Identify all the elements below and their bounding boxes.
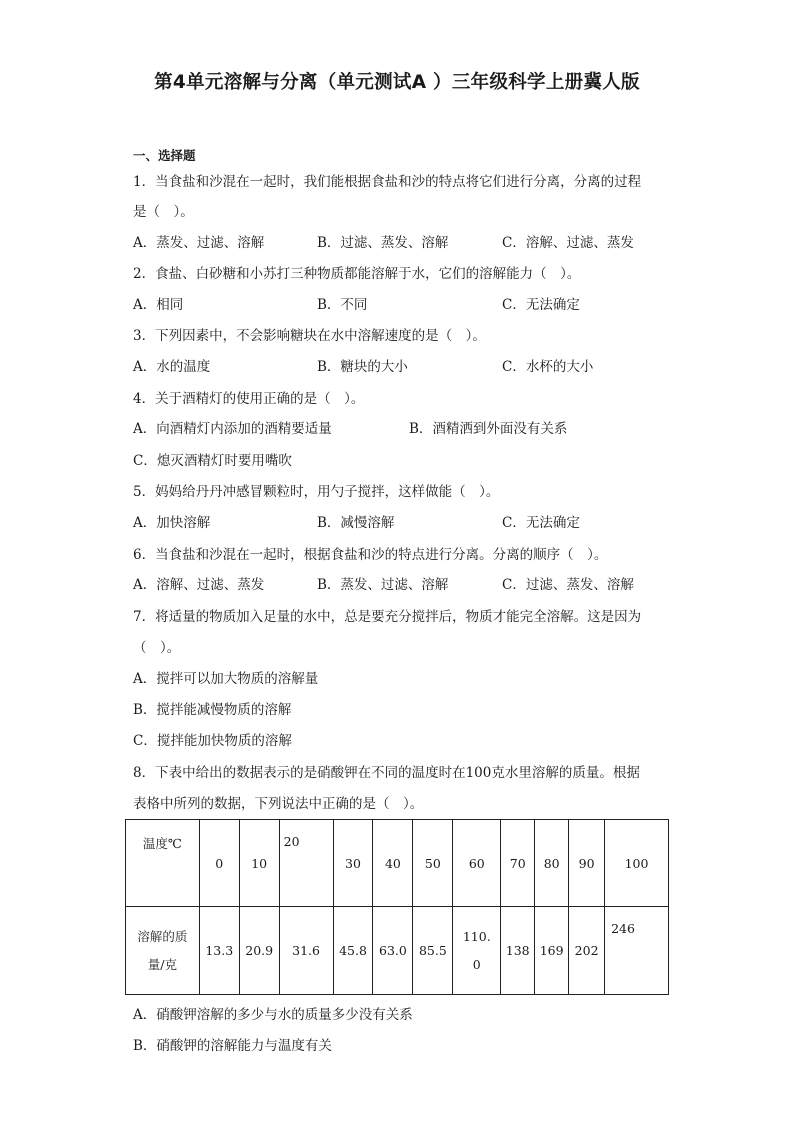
question-2-option-b: B．不同 (317, 297, 368, 313)
question-7-option-c: C．搅拌能加快物质的溶解 (133, 733, 292, 749)
question-5-option-a: A．加快溶解 (133, 515, 211, 531)
table-cell-mass: 45.8 (333, 907, 373, 995)
table-cell-mass: 138 (501, 907, 535, 995)
question-1-option-b: B．过滤、蒸发、溶解 (317, 235, 449, 251)
table-cell-mass: 20.9 (239, 907, 279, 995)
table-cell-temp: 40 (373, 820, 413, 907)
question-3-option-c: C．水杯的大小 (502, 359, 594, 375)
question-8-option-b: B．硝酸钾的溶解能力与温度有关 (133, 1038, 332, 1054)
table-cell-mass: 13.3 (199, 907, 239, 995)
question-1-text-cont: 是（ ）。 (133, 204, 194, 220)
table-header-mass-line1: 溶解的质 (137, 928, 188, 944)
question-3-text: 3．下列因素中，不会影响糖块在水中溶解速度的是（ ）。 (133, 328, 486, 344)
table-cell-temp: 60 (453, 820, 501, 907)
table-row-temperature (126, 820, 669, 907)
table-cell-mass: 246 (605, 907, 669, 995)
question-4-option-a: A．向酒精灯内添加的酒精要适量 (133, 421, 332, 437)
solubility-table (125, 819, 669, 995)
table-cell-mass: 31.6 (279, 907, 333, 995)
table-cell-mass-60-line2: 0 (472, 956, 481, 972)
question-3-option-b: B．糖块的大小 (317, 359, 408, 375)
question-3-option-a: A．水的温度 (133, 359, 211, 375)
table-cell-mass: 85.5 (413, 907, 453, 995)
table-cell-temp: 10 (239, 820, 279, 907)
question-6-text: 6．当食盐和沙混在一起时，根据食盐和沙的特点进行分离。分离的顺序（ ）。 (133, 547, 608, 563)
question-4-option-c: C．熄灭酒精灯时要用嘴吹 (133, 453, 292, 469)
question-8-option-a: A．硝酸钾溶解的多少与水的质量多少没有关系 (133, 1007, 413, 1023)
table-cell-mass: 169 (535, 907, 569, 995)
question-6-option-b: B．蒸发、过滤、溶解 (317, 577, 449, 593)
table-cell-temp: 0 (199, 820, 239, 907)
question-2-text: 2．食盐、白砂糖和小苏打三种物质都能溶解于水，它们的溶解能力（ ）。 (133, 266, 581, 282)
question-4-text: 4．关于酒精灯的使用正确的是（ ）。 (133, 391, 365, 407)
question-4-option-b: B．酒精洒到外面没有关系 (409, 421, 568, 437)
section-heading: 一、选择题 (133, 148, 196, 163)
question-2-option-a: A．相同 (133, 297, 184, 313)
question-5-option-c: C．无法确定 (502, 515, 580, 531)
table-cell-temp: 20 (279, 820, 333, 907)
question-7-text-cont: （ ）。 (133, 640, 181, 656)
question-7-option-a: A．搅拌可以加大物质的溶解量 (133, 671, 319, 687)
table-header-mass-line2: 量/克 (147, 956, 177, 972)
table-cell-temp: 30 (333, 820, 373, 907)
question-5-text: 5．妈妈给丹丹冲感冒颗粒时，用勺子搅拌，这样做能（ ）。 (133, 484, 500, 500)
table-header-mass (126, 907, 200, 995)
table-cell-mass: 202 (569, 907, 605, 995)
table-cell-temp: 80 (535, 820, 569, 907)
question-7-option-b: B．搅拌能减慢物质的溶解 (133, 702, 292, 718)
table-row-mass (126, 907, 669, 995)
question-1-text: 1．当食盐和沙混在一起时，我们能根据食盐和沙的特点将它们进行分离，分离的过程 (133, 174, 642, 190)
question-2-option-c: C．无法确定 (502, 297, 580, 313)
table-cell-temp: 90 (569, 820, 605, 907)
table-header-temperature: 温度℃ (126, 820, 200, 907)
question-6-option-c: C．过滤、蒸发、溶解 (502, 577, 634, 593)
question-6-option-a: A．溶解、过滤、蒸发 (133, 577, 265, 593)
table-cell-temp: 100 (605, 820, 669, 907)
document-title: 第4单元溶解与分离（单元测试A ）三年级科学上册冀人版 (154, 72, 640, 93)
question-5-option-b: B．减慢溶解 (317, 515, 395, 531)
question-1-option-a: A．蒸发、过滤、溶解 (133, 235, 265, 251)
table-cell-temp: 50 (413, 820, 453, 907)
question-1-option-c: C．溶解、过滤、蒸发 (502, 235, 634, 251)
question-8-text-cont: 表格中所列的数据，下列说法中正确的是（ ）。 (133, 796, 424, 812)
question-7-text: 7．将适量的物质加入足量的水中，总是要充分搅拌后，物质才能完全溶解。这是因为 (133, 609, 642, 625)
table-cell-mass-60 (453, 907, 501, 995)
table-cell-mass: 63.0 (373, 907, 413, 995)
table-cell-mass-60-line1: 110. (462, 928, 491, 944)
table-cell-temp: 70 (501, 820, 535, 907)
question-8-text: 8．下表中给出的数据表示的是硝酸钾在不同的温度时在100克水里溶解的质量。根据 (133, 765, 640, 781)
